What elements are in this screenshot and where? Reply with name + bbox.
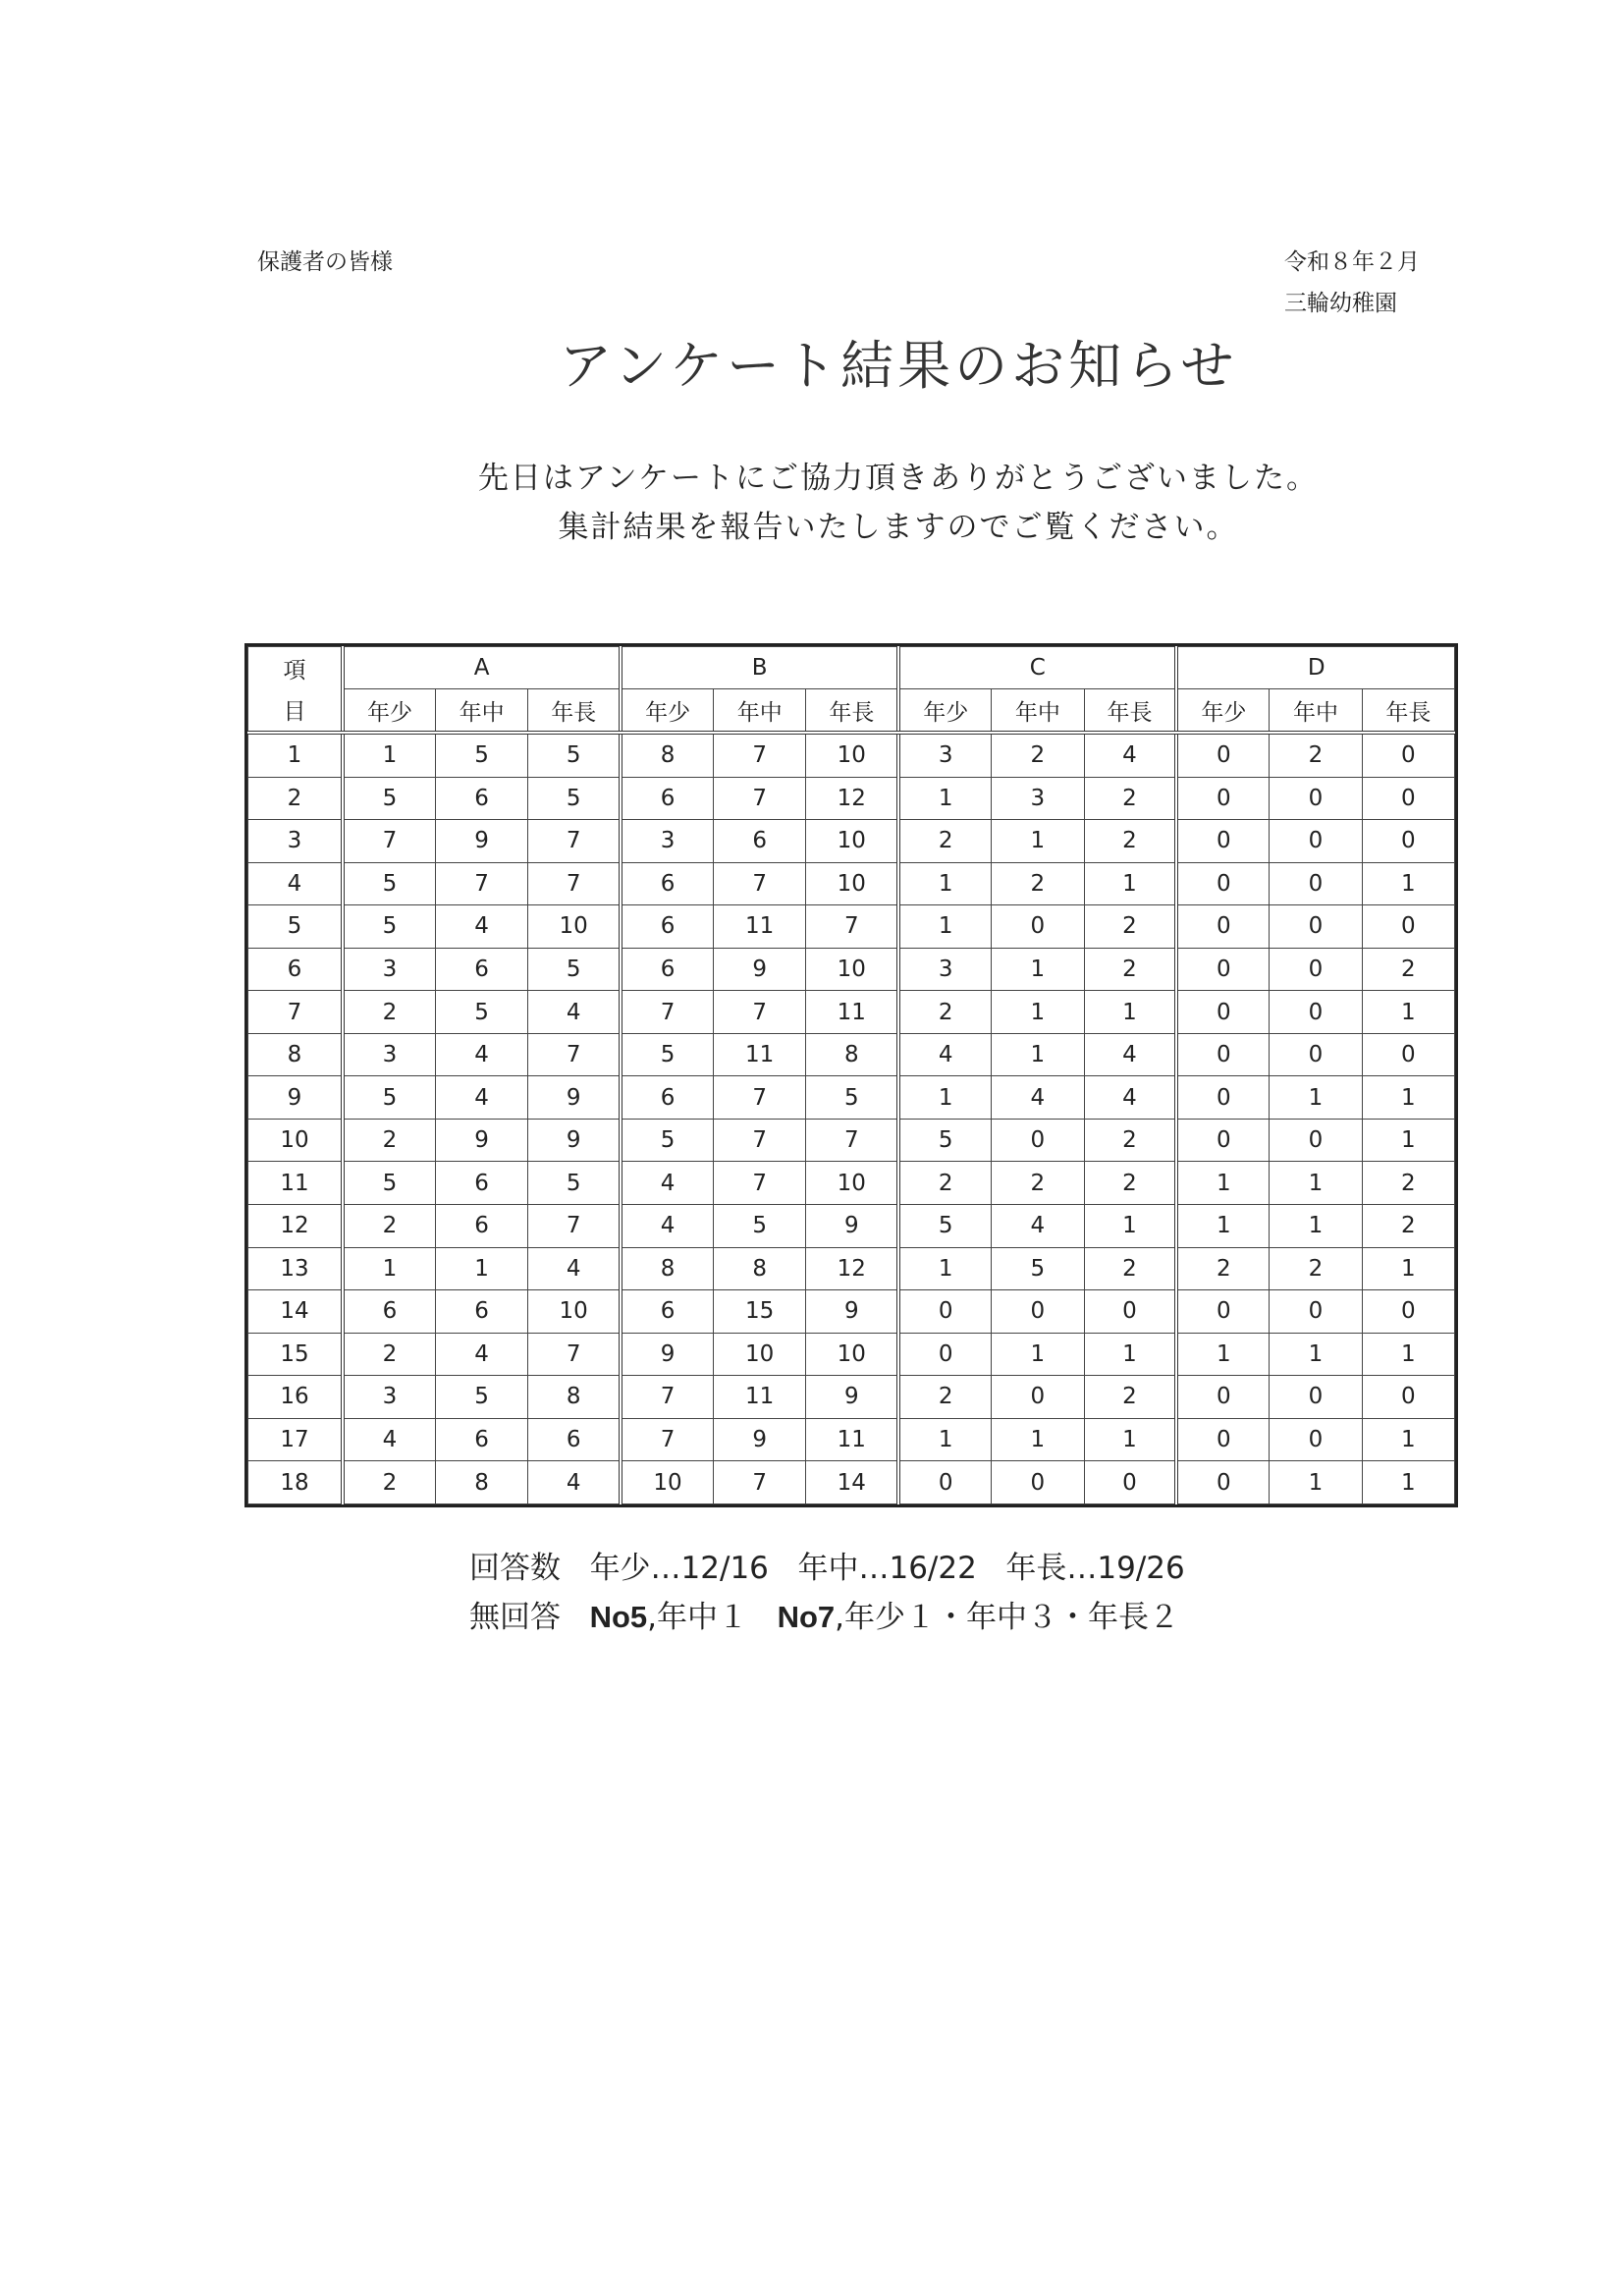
- value-cell: 10: [528, 905, 621, 949]
- value-cell: 0: [1270, 948, 1362, 991]
- item-number-cell: 10: [248, 1119, 344, 1162]
- value-cell: 10: [806, 1333, 898, 1376]
- table-row: [248, 905, 1455, 949]
- value-cell: 0: [1362, 777, 1454, 820]
- value-cell: 7: [435, 862, 527, 905]
- response-count-line: [469, 1544, 1185, 1593]
- value-cell: 7: [621, 991, 713, 1034]
- no7-detail: ,年少１・年中３・年長２: [835, 1600, 1179, 1635]
- value-cell: 7: [714, 862, 806, 905]
- value-cell: 1: [992, 1418, 1084, 1461]
- value-cell: 2: [1270, 1247, 1362, 1290]
- subheader-c-1: 年中: [992, 689, 1084, 734]
- value-cell: 0: [1176, 1119, 1269, 1162]
- intro-line-1: 先日はアンケートにご協力頂きありがとうございました。: [477, 461, 1320, 496]
- value-cell: 6: [621, 862, 713, 905]
- value-cell: 2: [1362, 1162, 1454, 1205]
- value-cell: 3: [343, 1376, 435, 1419]
- value-cell: 1: [992, 991, 1084, 1034]
- value-cell: 15: [714, 1290, 806, 1334]
- value-cell: 0: [1270, 1119, 1362, 1162]
- value-cell: 1: [343, 1247, 435, 1290]
- value-cell: 1: [1084, 862, 1176, 905]
- group-header-b: B: [621, 647, 898, 689]
- value-cell: 8: [806, 1033, 898, 1076]
- value-cell: 0: [898, 1333, 991, 1376]
- value-cell: 4: [1084, 733, 1176, 777]
- value-cell: 2: [1084, 1119, 1176, 1162]
- results-table: [244, 643, 1458, 1507]
- value-cell: 0: [1176, 1076, 1269, 1120]
- item-number-cell: 15: [248, 1333, 344, 1376]
- no-answer-line: [469, 1593, 1185, 1642]
- value-cell: 1: [1084, 1333, 1176, 1376]
- table-row: [248, 948, 1455, 991]
- subheader-d-2: 年長: [1362, 689, 1454, 734]
- value-cell: 2: [898, 1376, 991, 1419]
- value-cell: 7: [343, 820, 435, 863]
- subheader-a-0: 年少: [343, 689, 435, 734]
- value-cell: 0: [1270, 820, 1362, 863]
- value-cell: 9: [806, 1290, 898, 1334]
- value-cell: 0: [1084, 1461, 1176, 1504]
- value-cell: 1: [1270, 1076, 1362, 1120]
- value-cell: 5: [435, 1376, 527, 1419]
- value-cell: 5: [528, 948, 621, 991]
- value-cell: 2: [1084, 820, 1176, 863]
- value-cell: 0: [1362, 1033, 1454, 1076]
- value-cell: 0: [1362, 820, 1454, 863]
- item-number-cell: 13: [248, 1247, 344, 1290]
- value-cell: 0: [992, 905, 1084, 949]
- responses-label: 回答数: [469, 1551, 561, 1586]
- value-cell: 11: [714, 1033, 806, 1076]
- value-cell: 1: [1176, 1162, 1269, 1205]
- item-number-cell: 3: [248, 820, 344, 863]
- value-cell: 14: [806, 1461, 898, 1504]
- value-cell: 0: [1270, 862, 1362, 905]
- table-row: [248, 820, 1455, 863]
- value-cell: 6: [435, 1418, 527, 1461]
- value-cell: 11: [806, 1418, 898, 1461]
- value-cell: 2: [992, 733, 1084, 777]
- value-cell: 0: [1176, 1376, 1269, 1419]
- value-cell: 5: [528, 777, 621, 820]
- value-cell: 5: [621, 1119, 713, 1162]
- value-cell: 1: [898, 1247, 991, 1290]
- value-cell: 6: [343, 1290, 435, 1334]
- value-cell: 2: [1270, 733, 1362, 777]
- value-cell: 0: [1176, 905, 1269, 949]
- value-cell: 6: [435, 777, 527, 820]
- value-cell: 5: [898, 1205, 991, 1248]
- value-cell: 4: [1084, 1076, 1176, 1120]
- value-cell: 9: [621, 1333, 713, 1376]
- value-cell: 9: [714, 1418, 806, 1461]
- value-cell: 0: [1176, 1418, 1269, 1461]
- value-cell: 5: [343, 905, 435, 949]
- value-cell: 10: [806, 862, 898, 905]
- value-cell: 4: [435, 1033, 527, 1076]
- value-cell: 7: [806, 905, 898, 949]
- value-cell: 0: [992, 1376, 1084, 1419]
- value-cell: 7: [528, 820, 621, 863]
- value-cell: 4: [992, 1205, 1084, 1248]
- value-cell: 0: [992, 1119, 1084, 1162]
- value-cell: 2: [343, 1205, 435, 1248]
- value-cell: 5: [528, 733, 621, 777]
- value-cell: 7: [528, 1205, 621, 1248]
- value-cell: 10: [806, 1162, 898, 1205]
- value-cell: 8: [621, 1247, 713, 1290]
- value-cell: 4: [1084, 1033, 1176, 1076]
- value-cell: 5: [714, 1205, 806, 1248]
- table-row: [248, 777, 1455, 820]
- value-cell: 5: [343, 1162, 435, 1205]
- value-cell: 4: [343, 1418, 435, 1461]
- intro-text: [0, 454, 1623, 552]
- value-cell: 0: [1176, 777, 1269, 820]
- value-cell: 7: [714, 1461, 806, 1504]
- value-cell: 0: [1362, 1290, 1454, 1334]
- sender-name: 三輪幼稚園: [1284, 291, 1397, 316]
- value-cell: 6: [714, 820, 806, 863]
- value-cell: 6: [528, 1418, 621, 1461]
- value-cell: 2: [1176, 1247, 1269, 1290]
- value-cell: 4: [435, 1333, 527, 1376]
- value-cell: 2: [343, 1333, 435, 1376]
- table-row: [248, 1461, 1455, 1504]
- value-cell: 3: [992, 777, 1084, 820]
- value-cell: 5: [621, 1033, 713, 1076]
- value-cell: 1: [992, 948, 1084, 991]
- table-row: [248, 1376, 1455, 1419]
- value-cell: 8: [528, 1376, 621, 1419]
- table-row: [248, 862, 1455, 905]
- value-cell: 7: [806, 1119, 898, 1162]
- value-cell: 4: [528, 991, 621, 1034]
- subheader-a-1: 年中: [435, 689, 527, 734]
- value-cell: 4: [528, 1461, 621, 1504]
- table-row: [248, 1247, 1455, 1290]
- value-cell: 0: [898, 1290, 991, 1334]
- value-cell: 4: [435, 1076, 527, 1120]
- value-cell: 3: [898, 733, 991, 777]
- value-cell: 7: [621, 1418, 713, 1461]
- value-cell: 11: [806, 991, 898, 1034]
- value-cell: 1: [1270, 1333, 1362, 1376]
- value-cell: 0: [1176, 991, 1269, 1034]
- value-cell: 0: [1362, 905, 1454, 949]
- item-number-cell: 6: [248, 948, 344, 991]
- value-cell: 2: [992, 1162, 1084, 1205]
- value-cell: 1: [1176, 1333, 1269, 1376]
- subheader-c-0: 年少: [898, 689, 991, 734]
- item-number-cell: 1: [248, 733, 344, 777]
- value-cell: 7: [714, 733, 806, 777]
- value-cell: 1: [1362, 862, 1454, 905]
- value-cell: 0: [898, 1461, 991, 1504]
- recipient: 保護者の皆様: [257, 249, 393, 275]
- value-cell: 6: [435, 1290, 527, 1334]
- item-number-cell: 18: [248, 1461, 344, 1504]
- value-cell: 6: [621, 777, 713, 820]
- value-cell: 1: [1176, 1205, 1269, 1248]
- item-number-cell: 17: [248, 1418, 344, 1461]
- value-cell: 1: [1362, 991, 1454, 1034]
- value-cell: 12: [806, 1247, 898, 1290]
- item-number-cell: 16: [248, 1376, 344, 1419]
- value-cell: 6: [621, 1076, 713, 1120]
- value-cell: 10: [714, 1333, 806, 1376]
- subheader-b-2: 年長: [806, 689, 898, 734]
- value-cell: 6: [621, 948, 713, 991]
- value-cell: 7: [714, 1162, 806, 1205]
- value-cell: 1: [343, 733, 435, 777]
- table-row: [248, 1076, 1455, 1120]
- value-cell: 1: [898, 1418, 991, 1461]
- responses-nensho: 年少…12/16: [589, 1551, 769, 1586]
- value-cell: 1: [898, 905, 991, 949]
- value-cell: 10: [806, 948, 898, 991]
- value-cell: 1: [992, 820, 1084, 863]
- value-cell: 0: [1270, 1033, 1362, 1076]
- value-cell: 2: [1084, 1247, 1176, 1290]
- value-cell: 2: [1362, 1205, 1454, 1248]
- group-header-c: C: [898, 647, 1176, 689]
- table-row: [248, 1162, 1455, 1205]
- value-cell: 1: [992, 1333, 1084, 1376]
- value-cell: 6: [621, 905, 713, 949]
- value-cell: 2: [1084, 777, 1176, 820]
- table-row: [248, 1418, 1455, 1461]
- table-row: [248, 991, 1455, 1034]
- value-cell: 2: [1362, 948, 1454, 991]
- value-cell: 0: [1176, 1290, 1269, 1334]
- table-row: [248, 733, 1455, 777]
- value-cell: 0: [1362, 1376, 1454, 1419]
- value-cell: 10: [806, 733, 898, 777]
- table-row: [248, 1205, 1455, 1248]
- value-cell: 1: [1362, 1076, 1454, 1120]
- table-row: [248, 1290, 1455, 1334]
- no7-label: No7: [777, 1600, 836, 1634]
- value-cell: 9: [435, 820, 527, 863]
- value-cell: 0: [1176, 733, 1269, 777]
- value-cell: 5: [898, 1119, 991, 1162]
- item-number-cell: 7: [248, 991, 344, 1034]
- value-cell: 4: [528, 1247, 621, 1290]
- item-number-cell: 12: [248, 1205, 344, 1248]
- subheader-b-1: 年中: [714, 689, 806, 734]
- value-cell: 1: [1362, 1418, 1454, 1461]
- value-cell: 1: [1362, 1247, 1454, 1290]
- value-cell: 0: [1362, 733, 1454, 777]
- value-cell: 0: [1270, 991, 1362, 1034]
- value-cell: 6: [435, 1162, 527, 1205]
- value-cell: 5: [992, 1247, 1084, 1290]
- value-cell: 9: [806, 1205, 898, 1248]
- table-row: [248, 1119, 1455, 1162]
- value-cell: 0: [992, 1290, 1084, 1334]
- value-cell: 6: [621, 1290, 713, 1334]
- value-cell: 12: [806, 777, 898, 820]
- value-cell: 10: [621, 1461, 713, 1504]
- value-cell: 1: [435, 1247, 527, 1290]
- value-cell: 0: [1270, 1418, 1362, 1461]
- value-cell: 1: [992, 1033, 1084, 1076]
- value-cell: 0: [1270, 1376, 1362, 1419]
- value-cell: 4: [621, 1205, 713, 1248]
- value-cell: 0: [992, 1461, 1084, 1504]
- value-cell: 2: [1084, 948, 1176, 991]
- value-cell: 1: [898, 862, 991, 905]
- subheader-d-0: 年少: [1176, 689, 1269, 734]
- table-row: [248, 1033, 1455, 1076]
- value-cell: 2: [992, 862, 1084, 905]
- value-cell: 0: [1270, 905, 1362, 949]
- value-cell: 2: [898, 1162, 991, 1205]
- value-cell: 1: [898, 1076, 991, 1120]
- value-cell: 3: [343, 948, 435, 991]
- value-cell: 3: [621, 820, 713, 863]
- value-cell: 3: [343, 1033, 435, 1076]
- value-cell: 2: [343, 1119, 435, 1162]
- item-header-top: 項: [248, 647, 344, 689]
- subheader-d-1: 年中: [1270, 689, 1362, 734]
- value-cell: 0: [1176, 1461, 1269, 1504]
- value-cell: 1: [1270, 1205, 1362, 1248]
- no5-label: No5: [589, 1600, 648, 1634]
- footer-summary: [469, 1544, 1185, 1642]
- value-cell: 7: [714, 991, 806, 1034]
- value-cell: 8: [435, 1461, 527, 1504]
- page-title: アンケート結果のお知らせ: [559, 335, 1238, 397]
- group-header-d: D: [1176, 647, 1454, 689]
- value-cell: 2: [898, 820, 991, 863]
- value-cell: 10: [528, 1290, 621, 1334]
- value-cell: 0: [1176, 1033, 1269, 1076]
- value-cell: 8: [621, 733, 713, 777]
- value-cell: 1: [1084, 1205, 1176, 1248]
- value-cell: 7: [528, 862, 621, 905]
- value-cell: 5: [435, 733, 527, 777]
- value-cell: 2: [898, 991, 991, 1034]
- value-cell: 1: [1362, 1333, 1454, 1376]
- value-cell: 0: [1176, 862, 1269, 905]
- subheader-c-2: 年長: [1084, 689, 1176, 734]
- value-cell: 5: [343, 1076, 435, 1120]
- value-cell: 2: [1084, 1376, 1176, 1419]
- responses-nenchu: 年中…16/22: [797, 1551, 977, 1586]
- value-cell: 1: [1084, 991, 1176, 1034]
- value-cell: 0: [1270, 1290, 1362, 1334]
- value-cell: 4: [435, 905, 527, 949]
- value-cell: 5: [343, 777, 435, 820]
- item-number-cell: 8: [248, 1033, 344, 1076]
- value-cell: 6: [435, 948, 527, 991]
- table-row: [248, 1333, 1455, 1376]
- value-cell: 3: [898, 948, 991, 991]
- value-cell: 1: [1270, 1461, 1362, 1504]
- value-cell: 9: [806, 1376, 898, 1419]
- value-cell: 7: [528, 1333, 621, 1376]
- value-cell: 7: [714, 777, 806, 820]
- date-block: [1284, 242, 1420, 324]
- value-cell: 7: [714, 1119, 806, 1162]
- item-number-cell: 11: [248, 1162, 344, 1205]
- value-cell: 2: [343, 991, 435, 1034]
- value-cell: 2: [1084, 1162, 1176, 1205]
- value-cell: 2: [343, 1461, 435, 1504]
- item-header-bottom: 目: [248, 689, 344, 734]
- value-cell: 7: [714, 1076, 806, 1120]
- value-cell: 1: [1362, 1461, 1454, 1504]
- subheader-a-2: 年長: [528, 689, 621, 734]
- value-cell: 9: [528, 1076, 621, 1120]
- item-number-cell: 14: [248, 1290, 344, 1334]
- value-cell: 0: [1176, 948, 1269, 991]
- value-cell: 0: [1084, 1290, 1176, 1334]
- value-cell: 0: [1270, 777, 1362, 820]
- value-cell: 1: [898, 777, 991, 820]
- no-answer-label: 無回答: [469, 1600, 561, 1635]
- value-cell: 11: [714, 1376, 806, 1419]
- item-number-cell: 2: [248, 777, 344, 820]
- value-cell: 5: [806, 1076, 898, 1120]
- value-cell: 1: [1362, 1119, 1454, 1162]
- item-number-cell: 5: [248, 905, 344, 949]
- responses-nencho: 年長…19/26: [1005, 1551, 1185, 1586]
- value-cell: 5: [435, 991, 527, 1034]
- value-cell: 5: [528, 1162, 621, 1205]
- value-cell: 8: [714, 1247, 806, 1290]
- value-cell: 4: [898, 1033, 991, 1076]
- subheader-b-0: 年少: [621, 689, 713, 734]
- value-cell: 9: [528, 1119, 621, 1162]
- no5-detail: ,年中１: [647, 1600, 748, 1635]
- item-number-cell: 9: [248, 1076, 344, 1120]
- value-cell: 7: [621, 1376, 713, 1419]
- value-cell: 5: [343, 862, 435, 905]
- value-cell: 4: [621, 1162, 713, 1205]
- value-cell: 1: [1270, 1162, 1362, 1205]
- value-cell: 1: [1084, 1418, 1176, 1461]
- value-cell: 9: [714, 948, 806, 991]
- value-cell: 2: [1084, 905, 1176, 949]
- value-cell: 10: [806, 820, 898, 863]
- value-cell: 7: [528, 1033, 621, 1076]
- value-cell: 11: [714, 905, 806, 949]
- value-cell: 9: [435, 1119, 527, 1162]
- value-cell: 4: [992, 1076, 1084, 1120]
- group-header-a: A: [343, 647, 621, 689]
- intro-line-2: 集計結果を報告いたしますのでご覧ください。: [558, 510, 1239, 545]
- item-number-cell: 4: [248, 862, 344, 905]
- issue-date: 令和８年２月: [1284, 249, 1420, 275]
- value-cell: 0: [1176, 820, 1269, 863]
- value-cell: 6: [435, 1205, 527, 1248]
